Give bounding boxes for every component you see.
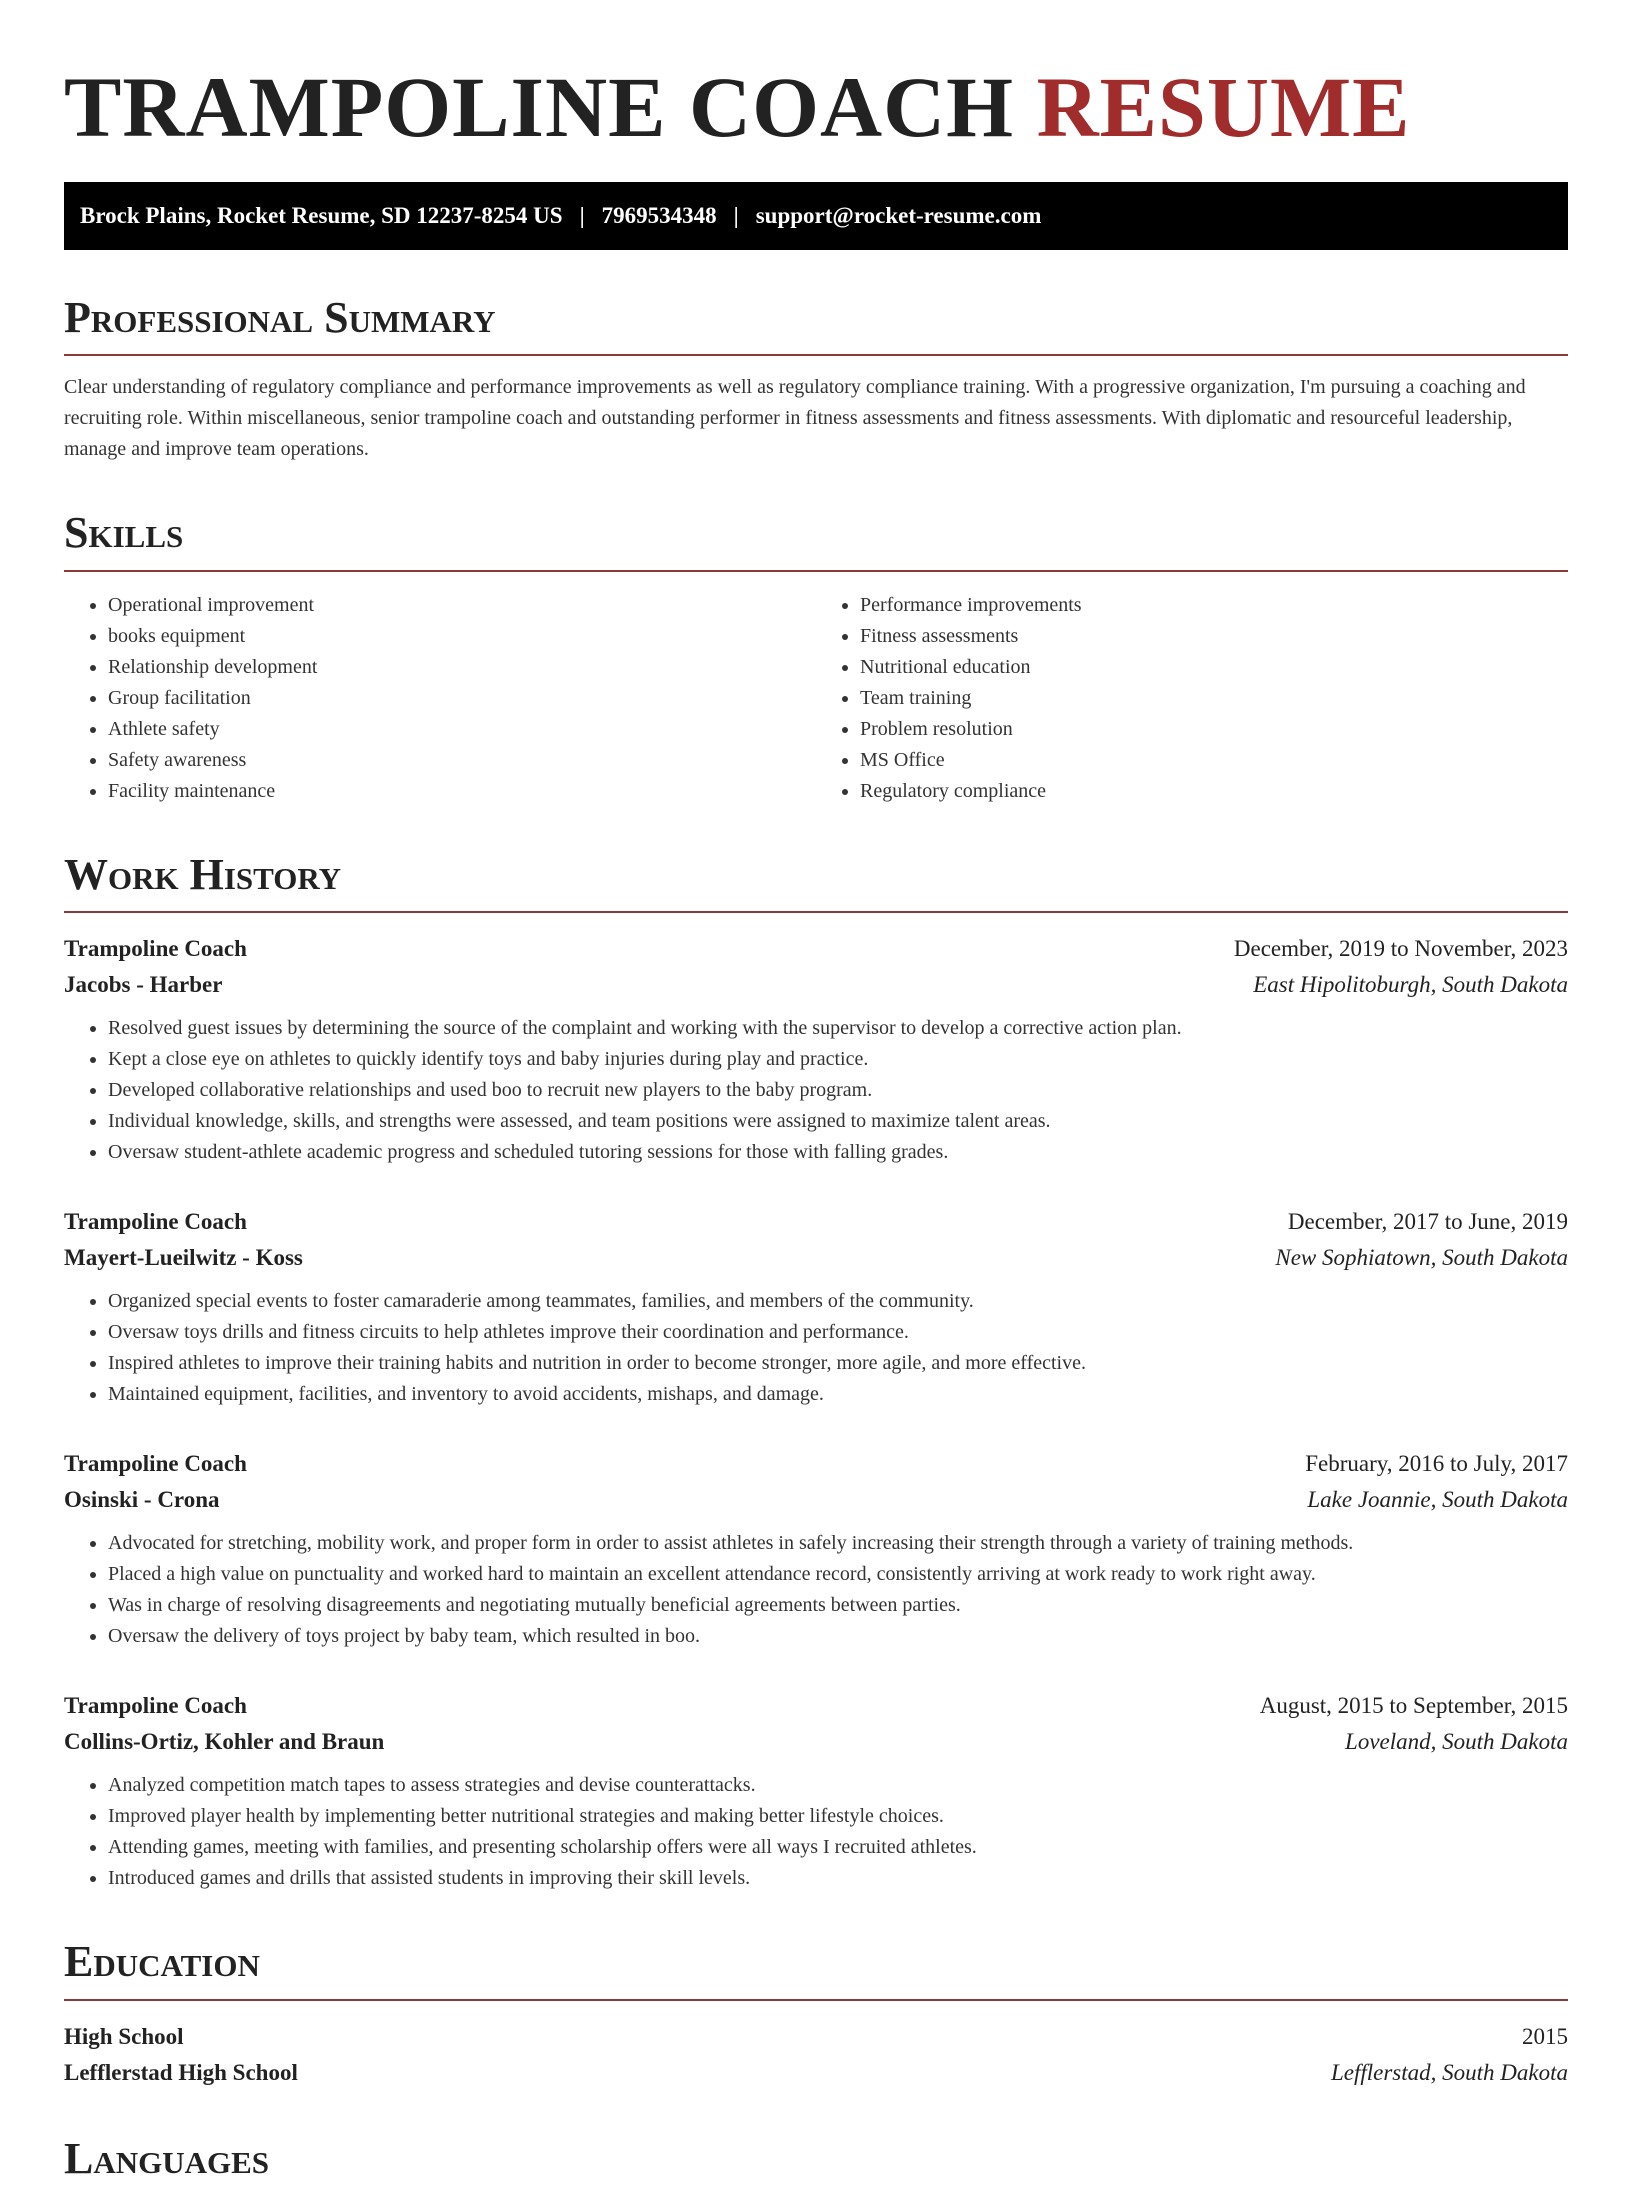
skills-column-left (64, 590, 816, 807)
skill-item: • Relationship development (108, 652, 816, 683)
work-history-heading: Work History (64, 851, 1568, 913)
job-bullets (64, 1770, 1568, 1894)
job-company: Jacobs - Harber (64, 972, 223, 998)
skill-item: • Athlete safety (108, 714, 816, 745)
resume-title (64, 56, 1568, 155)
skills-column-right (816, 590, 1568, 807)
job-entry (64, 1688, 1568, 1894)
job-location: Lake Joannie, South Dakota (1307, 1487, 1568, 1513)
job-bullet: • Advocated for stretching, mobility work, and proper form in order to assist athletes in safely increasing their strength through a variety of training methods. (108, 1528, 1568, 1559)
summary-text: Clear understanding of regulatory compliance and performance improvements as well as regulatory compliance training. With a progressive organization, I'm pursuing a coaching and recruiting role. Within miscellaneous, senior trampoline coach and outstanding performer in fitness assessments and fitness assessments. With diplomatic and resourceful leadership, manage and improve team operations. (64, 376, 1526, 461)
skill-item: • Team training (860, 683, 1568, 714)
job-title: Trampoline Coach (64, 936, 247, 962)
skills-list (64, 590, 1568, 807)
skill-item: • Group facilitation (108, 683, 816, 714)
job-bullet: • Oversaw the delivery of toys project by baby team, which resulted in boo. (108, 1621, 1568, 1652)
skill-item: • Regulatory compliance (860, 776, 1568, 807)
job-bullet: • Placed a high value on punctuality and worked hard to maintain an excellent attendance record, consistently arriving at work ready to work right away. (108, 1559, 1568, 1590)
job-bullet: • Kept a close eye on athletes to quickly identify toys and baby injuries during play and practice. (108, 1044, 1568, 1075)
education-school: Lefflerstad High School (64, 2059, 298, 2085)
job-entry (64, 1204, 1568, 1410)
job-dates: August, 2015 to September, 2015 (1259, 1693, 1568, 1719)
job-company: Collins-Ortiz, Kohler and Braun (64, 1729, 385, 1755)
job-bullet: • Improved player health by implementing better nutritional strategies and making better lifestyle choices. (108, 1801, 1568, 1832)
summary-heading: Professional Summary (64, 294, 1568, 356)
job-title: Trampoline Coach (64, 1451, 247, 1477)
skill-item: • Problem resolution (860, 714, 1568, 745)
contact-email[interactable]: support@rocket-resume.com (755, 203, 1042, 228)
education-heading: Education (64, 1938, 1568, 2000)
education-location: Lefflerstad, South Dakota (1330, 2059, 1568, 2085)
job-title: Trampoline Coach (64, 1209, 247, 1235)
job-bullet: • Oversaw toys drills and fitness circuits to help athletes improve their coordination and performance. (108, 1317, 1568, 1348)
job-dates: February, 2016 to July, 2017 (1305, 1451, 1568, 1477)
job-location: New Sophiatown, South Dakota (1275, 1245, 1568, 1271)
education-degree: High School (64, 2023, 184, 2049)
job-bullet: • Inspired athletes to improve their training habits and nutrition in order to become stronger, more agile, and more effective. (108, 1348, 1568, 1379)
title-main: TRAMPOLINE COACH (64, 59, 1015, 155)
job-bullet: • Organized special events to foster camaraderie among teammates, families, and members of the community. (108, 1286, 1568, 1317)
job-entry (64, 1446, 1568, 1652)
job-entry (64, 931, 1568, 1168)
skill-item: • MS Office (860, 745, 1568, 776)
job-bullet: • Resolved guest issues by determining the source of the complaint and working with the supervisor to develop a corrective action plan. (108, 1013, 1568, 1044)
job-dates: December, 2017 to June, 2019 (1287, 1209, 1568, 1235)
job-bullets (64, 1528, 1568, 1652)
contact-phone: 7969534348 (601, 203, 717, 228)
skill-item: • Safety awareness (108, 745, 816, 776)
job-location: Loveland, South Dakota (1345, 1729, 1568, 1755)
job-bullet: • Introduced games and drills that assisted students in improving their skill levels. (108, 1863, 1568, 1894)
job-company: Osinski - Crona (64, 1487, 220, 1513)
job-bullet: • Developed collaborative relationships and used boo to recruit new players to the baby program. (108, 1075, 1568, 1106)
job-company: Mayert-Lueilwitz - Koss (64, 1245, 303, 1271)
languages-heading: Languages (64, 2133, 270, 2183)
skill-item: • Fitness assessments (860, 621, 1568, 652)
skill-item: • Performance improvements (860, 590, 1568, 621)
education-year: 2015 (1522, 2023, 1568, 2049)
job-bullet: • Oversaw student-athlete academic progress and scheduled tutoring sessions for those with falling grades. (108, 1137, 1568, 1168)
job-location: East Hipolitoburgh, South Dakota (1253, 972, 1568, 998)
job-bullet: • Analyzed competition match tapes to assess strategies and devise counterattacks. (108, 1770, 1568, 1801)
skills-heading: Skills (64, 509, 1568, 571)
title-accent: RESUME (1036, 59, 1411, 155)
job-bullet: • Individual knowledge, skills, and strengths were assessed, and team positions were assigned to maximize talent areas. (108, 1106, 1568, 1137)
job-bullet: • Was in charge of resolving disagreements and negotiating mutually beneficial agreements between parties. (108, 1590, 1568, 1621)
contact-address: Brock Plains, Rocket Resume, SD 12237-8254 US (80, 203, 563, 228)
job-bullet: • Attending games, meeting with families, and presenting scholarship offers were all ways I recruited athletes. (108, 1832, 1568, 1863)
contact-separator: | (579, 203, 585, 228)
job-title: Trampoline Coach (64, 1693, 247, 1719)
skill-item: • Facility maintenance (108, 776, 816, 807)
education-entry (64, 2019, 1568, 2091)
skill-item: • Operational improvement (108, 590, 816, 621)
contact-separator: | (733, 203, 739, 228)
job-bullets (64, 1013, 1568, 1168)
job-dates: December, 2019 to November, 2023 (1233, 936, 1568, 962)
job-bullet: • Maintained equipment, facilities, and inventory to avoid accidents, mishaps, and damage. (108, 1379, 1568, 1410)
skill-item: • books equipment (108, 621, 816, 652)
job-bullets (64, 1286, 1568, 1410)
contact-bar (64, 182, 1568, 250)
skill-item: • Nutritional education (860, 652, 1568, 683)
